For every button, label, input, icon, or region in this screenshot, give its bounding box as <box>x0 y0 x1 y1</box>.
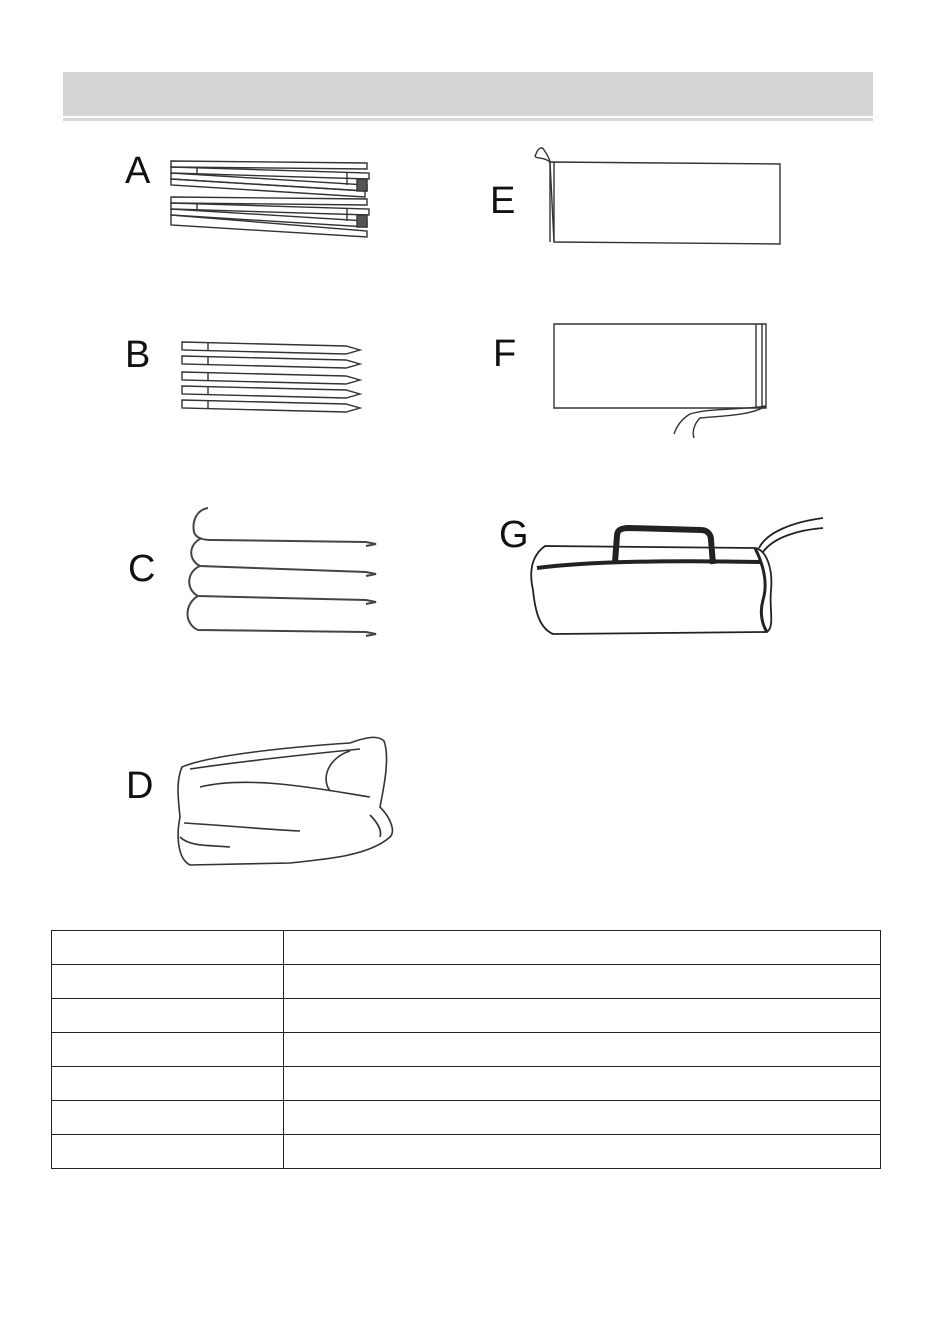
part-b <box>120 330 390 425</box>
part-d-letter: D <box>126 765 154 807</box>
table-row <box>52 1067 881 1101</box>
section-header-bar <box>63 72 873 116</box>
part-a <box>120 150 390 240</box>
table-row <box>52 931 881 965</box>
table-cell <box>284 1067 881 1101</box>
table-cell <box>52 965 284 999</box>
table-cell <box>52 1033 284 1067</box>
straight-poles-icon <box>178 338 378 428</box>
table-cell <box>284 965 881 999</box>
part-f-letter: F <box>493 333 517 375</box>
table-cell <box>52 931 284 965</box>
table-cell <box>52 1101 284 1135</box>
parts-list-table <box>51 930 881 1169</box>
table-row <box>52 999 881 1033</box>
table-cell <box>284 1135 881 1169</box>
part-a-letter: A <box>125 150 151 192</box>
table-row <box>52 1135 881 1169</box>
table-row <box>52 1101 881 1135</box>
tent-panel-with-cord-icon <box>550 320 810 445</box>
part-g <box>495 510 835 645</box>
table-row <box>52 1033 881 1067</box>
stuff-sack-icon <box>170 727 410 877</box>
part-d <box>120 725 410 875</box>
table-cell <box>52 1135 284 1169</box>
part-c-letter: C <box>128 548 156 590</box>
folding-poles-icon <box>167 157 387 242</box>
table-cell <box>284 1033 881 1067</box>
table-cell <box>52 1067 284 1101</box>
table-cell <box>284 931 881 965</box>
header-divider <box>63 118 873 121</box>
tent-panel-icon <box>530 142 790 252</box>
part-g-letter: G <box>499 514 529 556</box>
part-f <box>485 315 795 440</box>
part-e-letter: E <box>490 180 516 222</box>
part-e <box>485 140 795 250</box>
tent-pegs-icon <box>178 502 378 647</box>
table-cell <box>284 1101 881 1135</box>
part-b-letter: B <box>125 334 151 376</box>
carry-bag-icon <box>523 510 833 645</box>
part-c <box>120 500 390 650</box>
table-cell <box>284 999 881 1033</box>
table-cell <box>52 999 284 1033</box>
table-row <box>52 965 881 999</box>
